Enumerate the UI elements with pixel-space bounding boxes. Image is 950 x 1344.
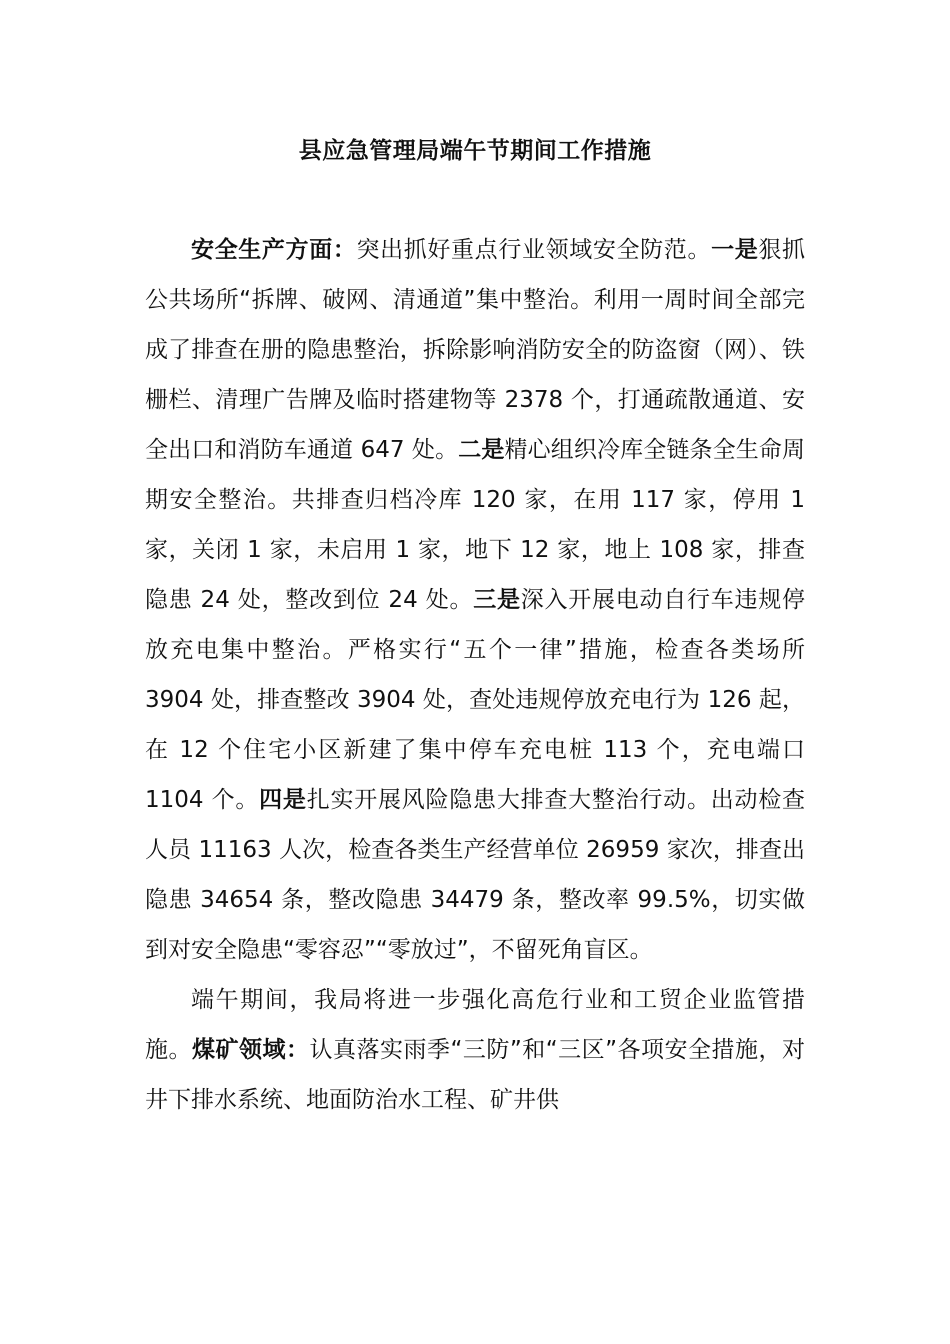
text-run: 狠抓公共场所“拆牌、破网、清通道”集中整治。利用一周时间全部完成了排查在册的隐患整治，拆除影响消防安全的防盗窗（网）、铁栅栏、清理广告牌及临时搭建物等 2378 个，打通疏散通道、安全出口和消防车通道 647 处。: [145, 237, 806, 463]
text-run: 深入开展电动自行车违规停放充电集中整治。严格实行“五个一律”措施，检查各类场所 3904 处，排查整改 3904 处，查处违规停放充电行为 126 起，在 12 个住宅小区新建了集中停车充电桩 113 个，充电端口 1104 个。: [145, 587, 806, 813]
document-title: 县应急管理局端午节期间工作措施: [298, 138, 652, 164]
text-run: 认真落实雨季“三防”和“三区”各项安全措施，对井下排水系统、地面防治水工程、矿井供: [145, 1037, 806, 1113]
bold-run: 安全生产方面：: [191, 237, 357, 263]
text-run: 精心组织冷库全链条全生命周期安全整治。共排查归档冷库 120 家，在用 117 家，停用 1 家，关闭 1 家，未启用 1 家，地下 12 家，地上 108 家，排查隐患 24 处，整改到位 24 处。: [145, 437, 806, 613]
text-run: 端午期间，我局将进一步强化高危行业和工贸企业监管措施。: [145, 987, 805, 1063]
bold-run: 二是: [458, 437, 505, 463]
paragraph-dragon-boat-measures: [145, 975, 805, 1125]
bold-run: 煤矿领域：: [192, 1037, 310, 1063]
text-run: 突出抓好重点行业领域安全防范。: [356, 237, 712, 263]
document-body: [145, 225, 805, 1125]
text-run: 扎实开展风险隐患大排查大整治行动。出动检查人员 11163 人次，检查各类生产经营单位 26959 家次，排查出隐患 34654 条，整改隐患 34479 条，整改率 99.5%，切实做到对安全隐患“零容忍”“零放过”，不留死角盲区。: [145, 787, 805, 963]
bold-run: 四是: [259, 787, 307, 813]
paragraph-safety-production: [145, 225, 805, 975]
bold-run: 一是: [711, 237, 759, 263]
bold-run: 三是: [473, 587, 521, 613]
